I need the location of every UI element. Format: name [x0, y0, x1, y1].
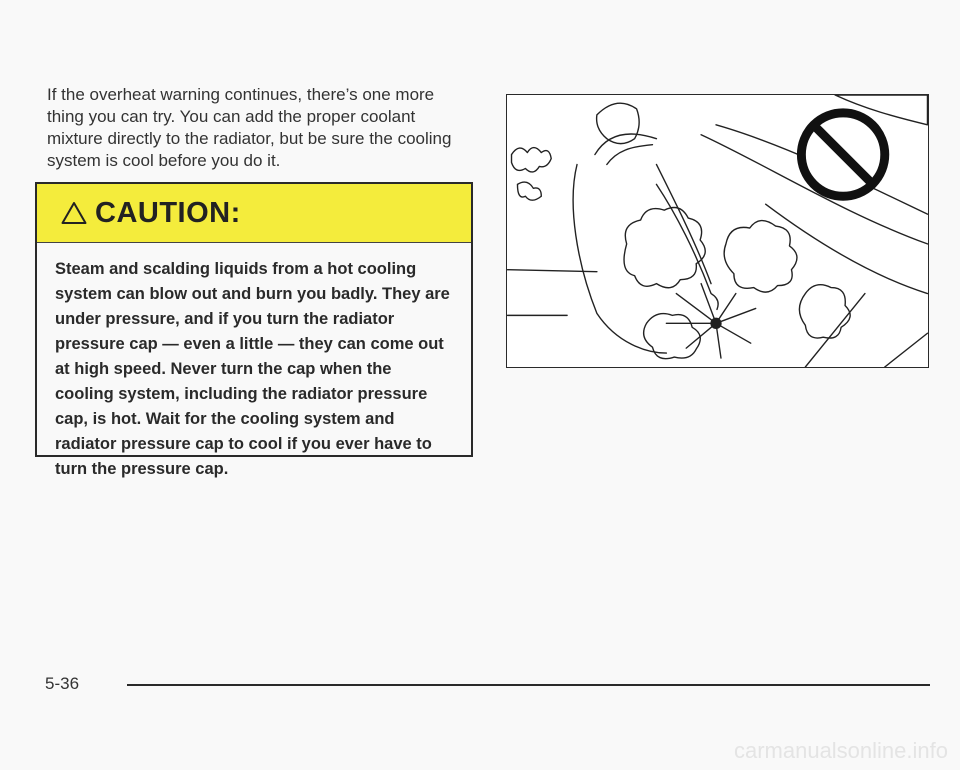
- caution-body-text: Steam and scalding liquids from a hot cooling system can blow out and burn you badly. They are under pressure, and if you turn the radiator pressure cap — even a little — they can come out at high speed. Never turn the cap when the cooling system, including the radiator pressure cap, is hot. Wait for the cooling system and radiator pressure cap to cool if you ever have to turn the pressure cap.: [55, 260, 450, 478]
- fender: [766, 204, 928, 367]
- prohibited-icon: [801, 113, 884, 196]
- intro-paragraph: If the overheat warning continues, there’s one more thing you can try. You can add the proper coolant mixture directly to the radiator, but be sure the cooling system is cool before you do it.: [47, 85, 452, 170]
- radiator-cap: [711, 318, 721, 328]
- person-arm-reaching: [656, 184, 718, 309]
- person-head: [597, 103, 640, 143]
- warning-triangle-icon: [61, 201, 87, 225]
- foliage: [512, 148, 552, 201]
- illustration-drawing: [507, 95, 928, 367]
- ground-line: [508, 270, 597, 316]
- caution-title: CAUTION:: [95, 196, 241, 229]
- page-number: 5-36: [45, 674, 80, 693]
- caution-header: [37, 184, 471, 243]
- watermark: carmanualsonline.info: [733, 738, 948, 763]
- person-arm-raised: [595, 134, 657, 165]
- radiator-steam-illustration: [506, 94, 929, 368]
- footer-rule: [127, 684, 930, 686]
- caution-box: [35, 182, 473, 478]
- person-body: [573, 164, 711, 353]
